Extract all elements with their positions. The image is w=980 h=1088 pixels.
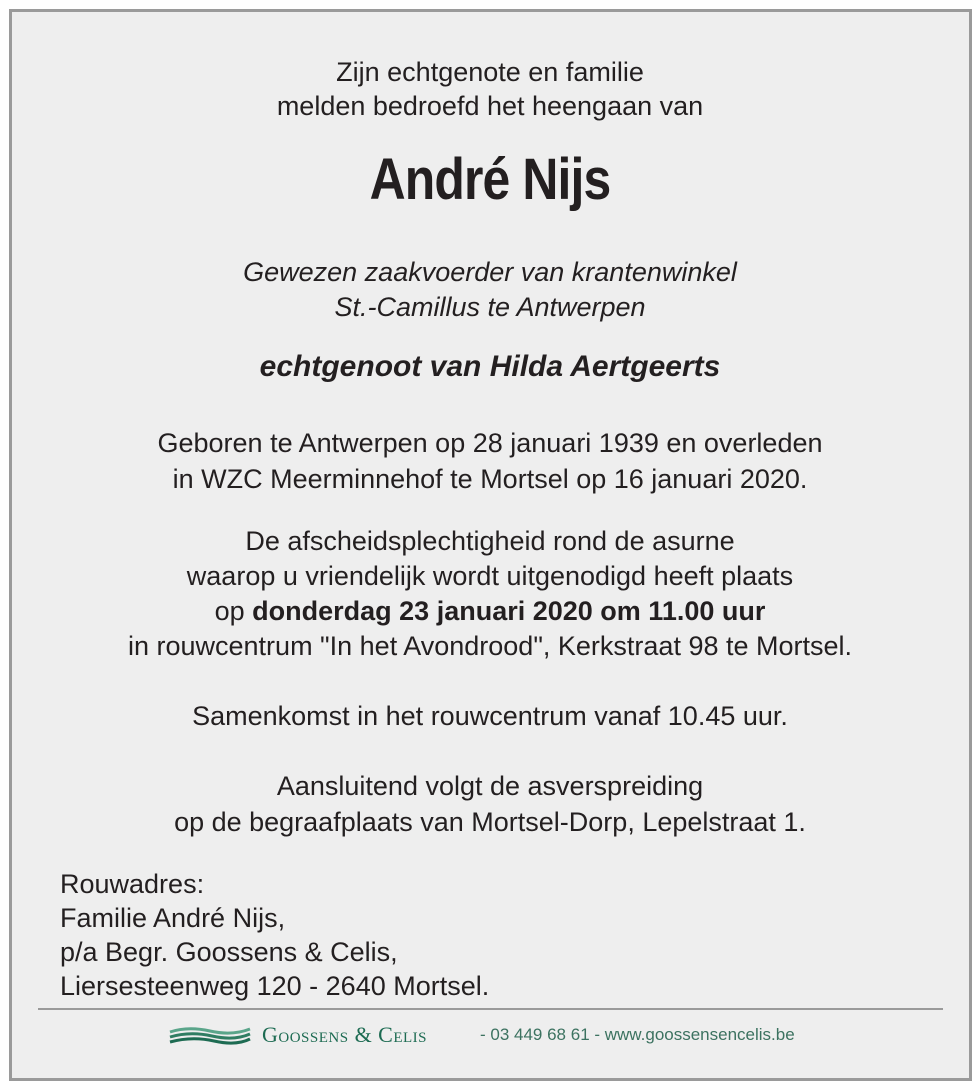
spouse-line: echtgenoot van Hilda Aertgeerts [259, 350, 721, 383]
ceremony-date-prefix: op [214, 596, 253, 626]
ceremony-line-1: De afscheidsplechtigheid rond de asurne [245, 526, 735, 556]
address-heading: Rouwadres: [60, 869, 205, 899]
ceremony-line-4: in rouwcentrum "In het Avondrood", Kerkstraat 98 te Mortsel. [127, 631, 853, 661]
scattering-line-2: op de begraafplaats van Mortsel-Dorp, Lepelstraat 1. [174, 807, 806, 837]
gathering-line: Samenkomst in het rouwcentrum vanaf 10.45 uur. [192, 701, 788, 731]
waves-logo-icon [168, 1024, 252, 1048]
scattering-line-1: Aansluitend volgt de asverspreiding [276, 771, 704, 801]
ceremony-line-2: waarop u vriendelijk wordt uitgenodigd heeft plaats [186, 561, 794, 591]
birth-death-line-1: Geboren te Antwerpen op 28 januari 1939 en overleden [157, 428, 823, 458]
birth-death-line-2: in WZC Meerminnehof te Mortsel op 16 januari 2020. [172, 464, 808, 494]
footer-divider [38, 1008, 943, 1010]
address-line-2: p/a Begr. Goossens & Celis, [60, 937, 398, 967]
ceremony-date: donderdag 23 januari 2020 om 11.00 uur [252, 596, 766, 626]
funeral-home-contact: - 03 449 68 61 - www.goossensencelis.be [480, 1025, 795, 1044]
role-line-2: St.-Camillus te Antwerpen [334, 292, 646, 322]
ceremony-line-3 [0, 594, 980, 628]
address-line-1: Familie André Nijs, [60, 903, 286, 933]
funeral-home-brand: Goossens & Celis [262, 1022, 428, 1047]
role-line-1: Gewezen zaakvoerder van krantenwinkel [243, 257, 737, 287]
intro-line-2: melden bedroefd het heengaan van [276, 91, 704, 121]
intro-line-1: Zijn echtgenote en familie [336, 57, 644, 87]
deceased-name: André Nijs [369, 147, 611, 212]
address-line-3: Liersesteenweg 120 - 2640 Mortsel. [60, 971, 490, 1001]
